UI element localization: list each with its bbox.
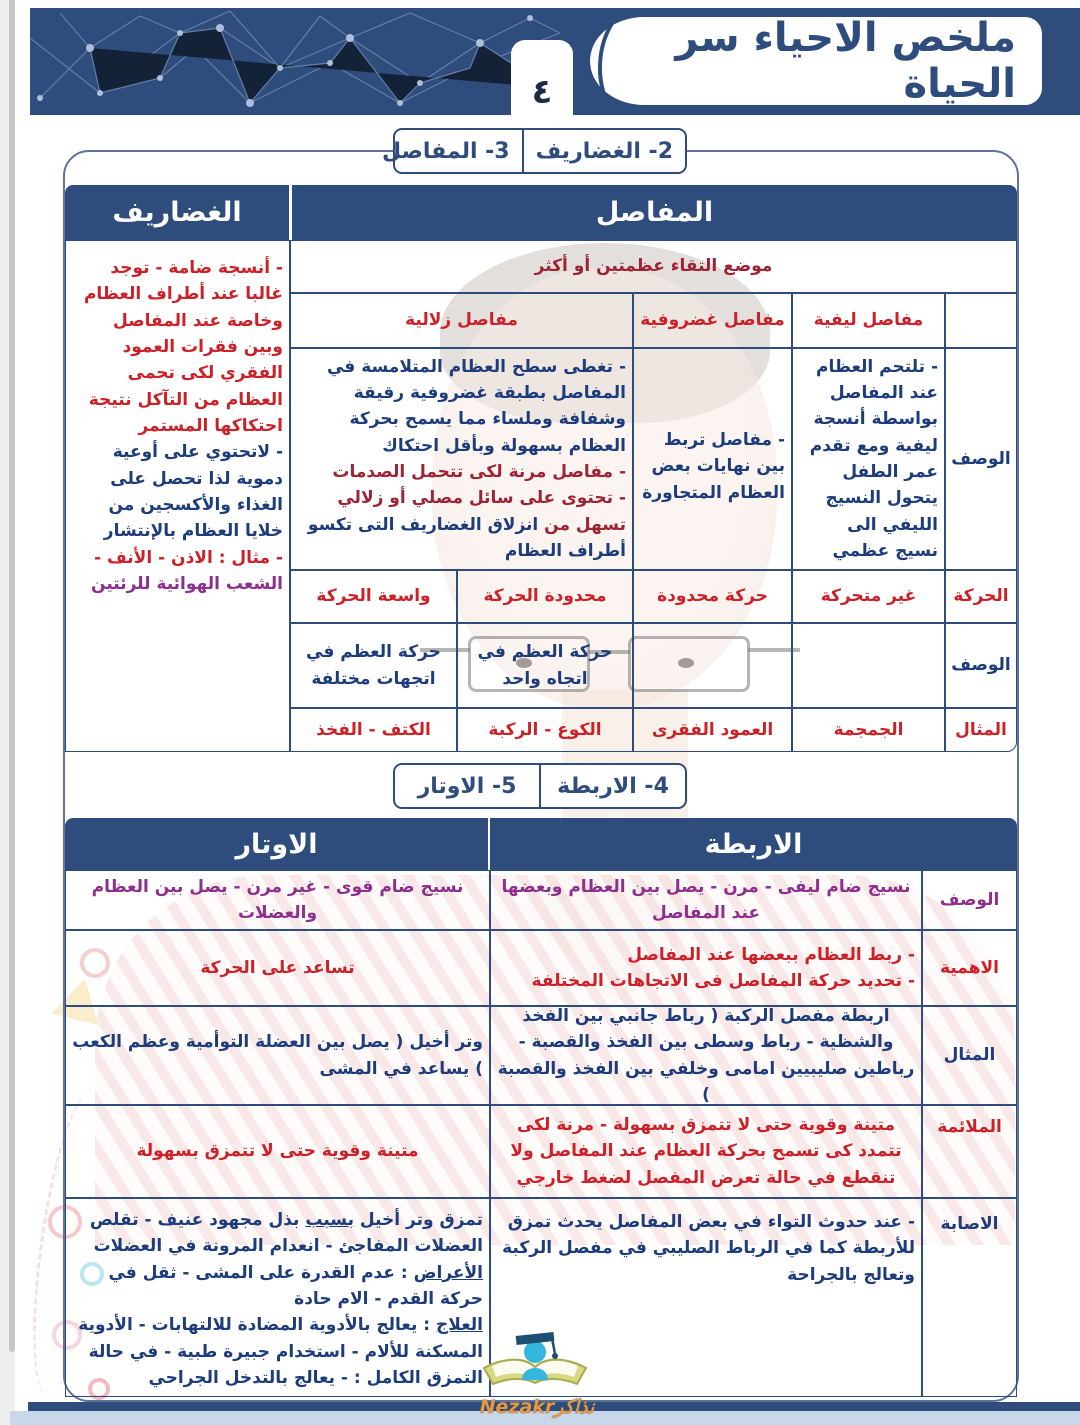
fibrous-header-cell: مفاصل ليفية: [792, 293, 945, 348]
example-cartilaginous-cell: العمود الفقرى: [633, 708, 792, 752]
page-number-tab: ٤: [511, 40, 573, 116]
ligaments-importance-2: - تحديد حركة المفاصل فى الاتجاهات المختلفة: [531, 971, 915, 991]
row-label-movement: الحركة: [945, 570, 1017, 623]
cartilage-example-lead: - مثال : الاذن - الأنف -: [94, 547, 283, 568]
synovial-point-1: - تغطى سطح العظام المتلامسة في المفاصل بطبقة غضروفية رقيقة وشفافة وملساء مما يسمح بحركة العظام بسهولة وبأقل احتكاك: [326, 356, 626, 456]
row-label-suitability: الملائمة: [922, 1105, 1017, 1198]
title-panel: [590, 17, 1042, 105]
cartilage-point-1: - أنسجة ضامة - توجد غالبا عند أطراف العظام وخاصة عند المفاصل وبين فقرات العمود الفقري لكى تحمى العظام من التآكل نتيجة احتكاكها المستمر: [83, 258, 283, 437]
example-synovial-wide-cell: الكتف - الفخذ: [290, 708, 457, 752]
movement-synovial-limited-cell: محدودة الحركة: [457, 570, 633, 623]
table2-header-ligaments: الاربطة: [490, 818, 1017, 870]
synovial-point-3-lead: - تحتوى على سائل مصلي أو زلالي تسهل من: [337, 488, 626, 535]
brand-logo: [476, 1330, 598, 1422]
synovial-header-cell: مفاصل زلالية: [290, 293, 633, 348]
ligaments-description-cell: نسيج ضام ليفى - مرن - يصل بين العظام وبعضها عند المفاصل: [490, 870, 922, 930]
brand-name-en: Nezakr: [479, 1396, 555, 1418]
section-badge-ligaments-tendons: [393, 763, 687, 809]
tendons-example-text: وتر أخيل ( يصل بين العضلة التوأمية وعظم الكعب ) يساعد في المشى: [72, 1032, 483, 1079]
badge-joints-label: 3- المفاصل: [381, 138, 510, 164]
cartilage-description-cell: [65, 240, 290, 752]
direction-one-cell: حركة العظم في اتجاه واحد: [457, 623, 633, 708]
synovial-point-3-tail: انزلاق الغضاريف التى تكسو أطراف العظام: [307, 514, 626, 562]
tendons-suitability-cell: متينة وقوية حتى لا تتمزق بسهولة: [65, 1105, 490, 1198]
title-arc-decoration: [595, 8, 683, 115]
tendons-example-cell: [65, 1006, 490, 1105]
row-label-t2-example: المثال: [922, 1006, 1017, 1105]
section-badge-cartilage-joints: [381, 128, 687, 174]
treatment-label: العلاج: [436, 1315, 483, 1336]
tendons-importance-cell: تساعد على الحركة: [65, 930, 490, 1006]
synovial-description-cell: [290, 348, 633, 570]
ligaments-suitability-cell: متينة وقوية حتى لا تتمزق بسهولة - مرنة لكى تتمدد كى تسمح بحركة العظام عند المفاصل ولا تنقطع في حالة تعرض المفصل لضغط خارجي: [490, 1105, 922, 1198]
ligaments-importance-cell: [490, 930, 922, 1006]
ligaments-importance-1: - ربط العظام ببعضها عند المفاصل: [627, 944, 915, 965]
empty-label-cell: [945, 293, 1017, 348]
tendons-injury-symptoms: [72, 1260, 483, 1313]
table1-header-joints: المفاصل: [292, 185, 1017, 240]
cartilage-point-2: - لاتحتوي على أوعية دموية لذا تحصل على الغذاء والأكسجين من خلايا العظام بالإنتشار: [103, 442, 283, 542]
ligaments-injury-text: - عند حدوث التواء في بعض المفاصل يحدث تمزق للأربطة كما في الرباط الصليبي في مفصل الركبة وتعالج بالجراحة: [502, 1212, 915, 1285]
brand-name-ar: نذاكر: [554, 1396, 595, 1418]
tendons-injury-cell: [65, 1198, 490, 1397]
direction-cartilaginous-empty-cell: [633, 623, 792, 708]
cartilaginous-header-cell: مفاصل غضروفية: [633, 293, 792, 348]
fibrous-description-text: - تلتحم العظام عند المفاصل بواسطة أنسجة ليفية ومع تقدم عمر الطفل يتحول النسيج الليفي الى نسيج عظمي: [809, 356, 938, 562]
fibrous-description-cell: [792, 348, 945, 570]
tendons-injury-cause: [72, 1207, 483, 1260]
cartilage-example-tail: الشعب الهوائية للرئتين: [91, 574, 283, 595]
movement-fibrous-cell: غير متحركة: [792, 570, 945, 623]
badge-ligaments-label: 4- الاربطة: [539, 765, 685, 807]
tendons-injury-lead: تمزق وتر أخيل: [353, 1210, 483, 1230]
tendons-injury-treatment: [72, 1312, 483, 1391]
badge-tendons-label: 5- الاوتار: [417, 773, 517, 799]
tendons-injury-because: بسبب: [305, 1210, 354, 1230]
synovial-point-2: - مفاصل مرنة لكى تتحمل الصدمات: [332, 462, 626, 482]
page-left-gap: [15, 0, 30, 1425]
tendons-description-cell: نسيج ضام قوى - غير مرن - يصل بين العظام والعضلات: [65, 870, 490, 930]
graduation-book-icon: [478, 1330, 596, 1392]
cartilage-point-3: [72, 545, 283, 598]
ligaments-example-cell: اربطة مفصل الركبة ( رباط جانبي بين الفخذ والشظية - رباط وسطى بين الفخذ والقصبة - رباطين صليبيين امامى وخلفي بين الفخذ والقصبة ): [490, 1006, 922, 1105]
tendons-injury-cause-rest: بذل مجهود عنيف - تقلص العضلات المفاجئ - انعدام المرونة في العضلات: [89, 1210, 483, 1257]
table2-header-tendons: الاوتار: [65, 818, 488, 870]
row-label-t2-description: الوصف: [922, 870, 1017, 930]
table1-header-cartilage: الغضاريف: [65, 185, 289, 240]
direction-multi-cell: حركة العظم في اتجهات مختلفة: [290, 623, 457, 708]
symptoms-label: الأعراض: [413, 1262, 483, 1283]
example-synovial-limited-cell: الكوع - الركبة: [457, 708, 633, 752]
synovial-point-3: [297, 485, 626, 564]
row-label-description: الوصف: [945, 348, 1017, 570]
row-label-injury: الاصابة: [922, 1198, 1017, 1397]
movement-synovial-wide-cell: واسعة الحركة: [290, 570, 457, 623]
badge-cartilage-label: 2- الغضاريف: [522, 130, 685, 172]
example-fibrous-cell: الجمجمة: [792, 708, 945, 752]
joints-meeting-cell: موضع التقاء عظمتين أو أكثر: [290, 240, 1017, 293]
row-label-description2: الوصف: [945, 623, 1017, 708]
brand-name: [476, 1396, 598, 1418]
treatment-text: : يعالج بالأدوية المضادة للالتهابات - الأدوية المسكنة للألام - استخدام جبيرة طبية - في حالة التمزق الكامل : - يعالج بالتدخل الجراحي: [78, 1315, 483, 1389]
movement-cartilaginous-cell: حركة محدودة: [633, 570, 792, 623]
direction-fibrous-empty-cell: [792, 623, 945, 708]
row-label-example: المثال: [945, 708, 1017, 752]
page-title: ملخص الاحياء سر الحياة: [675, 15, 1016, 107]
cartilaginous-description-cell: [633, 348, 792, 570]
network-mesh-icon: [30, 8, 575, 115]
symptoms-text: : عدم القدرة على المشى - ثقل في حركة القدم - الام حادة: [108, 1262, 483, 1310]
cartilaginous-description-text: - مفاصل تربط بين نهايات بعض العظام المتجاورة: [642, 429, 785, 503]
row-label-importance: الاهمية: [922, 930, 1017, 1006]
